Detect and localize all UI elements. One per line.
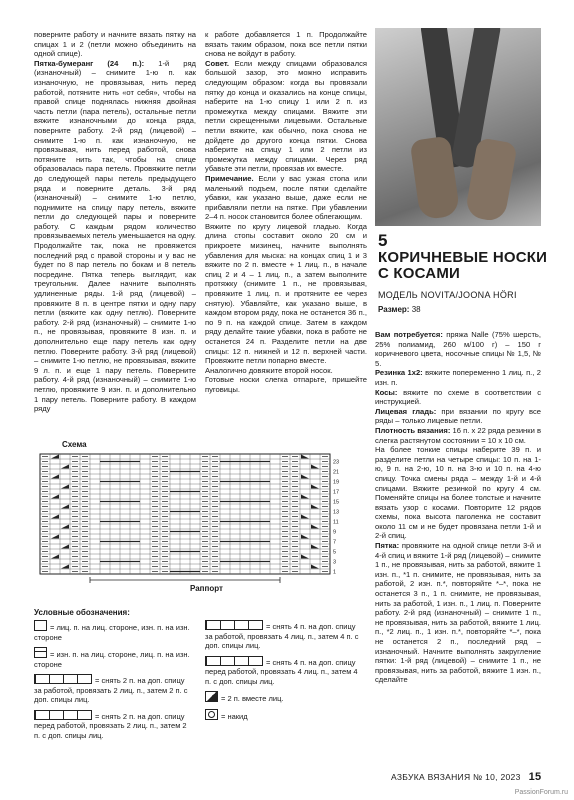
row-number: 15	[333, 499, 340, 506]
row-number: 11	[333, 519, 339, 526]
legend-item: = снять 2 п. на доп. спицу за работой, провязать 2 лиц. п., затем 2 п. с доп. спицы лиц.	[34, 676, 188, 704]
knitting-chart	[34, 450, 346, 590]
row-number: 7	[333, 539, 337, 546]
section-title: Пятка-бумеранг (24 п.):	[34, 58, 145, 68]
legend-item: = накид	[205, 709, 365, 722]
pattern-title: КОРИЧНЕВЫЕ НОСКИ С КОСАМИ	[378, 249, 548, 282]
text-column-3	[375, 330, 541, 685]
cable-symbol-icon	[34, 674, 92, 684]
paragraph: Вам потребуется: пряжа Nalle (75% шерсть, 25% полиамид, 260 м/100 г) – 150 г коричневого цвета, носочные спицы № 1,5, № 5.	[375, 330, 541, 368]
row-number: 21	[333, 469, 340, 476]
legend-right	[205, 620, 365, 726]
site-watermark: PassionForum.ru	[514, 789, 568, 796]
page-number: 15	[528, 771, 542, 783]
paragraph: поверните работу и начните вязать пятку на спицах 1 и 2 (петли можно объединить на одной спице).	[34, 30, 196, 59]
legend-item: = снять 4 п. на доп. спицу перед работой, провязать 4 лиц. п., затем 4 п. с доп. спицы лиц.	[205, 657, 358, 686]
paragraph: Плотность вязания: 16 п. x 22 ряда резинки в слегка растянутом состоянии = 10 x 10 см.	[375, 425, 541, 445]
legend-item: = лиц. п. на лиц. стороне, изн. п. на изн. стороне	[34, 620, 194, 642]
pattern-number: 5	[378, 231, 388, 250]
legend-item: = 2 п. вместе лиц.	[205, 691, 365, 704]
rapport-label: Раппорт	[190, 584, 223, 593]
paragraph: На более тонкие спицы наберите 39 п. и разделите петли на четыре спицы: 10 п. на 1-ю, 9 п. на 2-ю, 10 п. на 3-ю и 10 п. на 4-ю спицу. Точка смены ряда – между 1-й и 4-й спицами. Вяжите резинкой по кругу 4 см. Поменяйте спицы на более толстые и начните вязать узор с косами. Повторите 12 рядов схемы, пока высота паголенка не составит около 11 см и не будет провязана петли 1-й и 2-й спиц.	[375, 445, 541, 541]
pattern-size: Размер: 38	[378, 305, 421, 314]
row-number: 1	[333, 569, 337, 576]
row-number: 3	[333, 559, 337, 566]
sock-photo	[375, 28, 541, 226]
text-column-2	[205, 30, 367, 395]
k2tog-symbol-icon	[205, 691, 218, 702]
row-number: 5	[333, 549, 337, 556]
paragraph: Пятка: провяжите на одной спице петли 3-й и 4-й спиц и вяжите 1-й ряд (лицевой) – снимите 1 п., не провязывая, нить за работой, вяжите 1 изн. п., *1 п. снимите, не провязывая, нить за работой, 2 изн. п.*, повторяйте *–*, пока не останется 3 п., 1 п. снимите, не провязывая, нить за работой, 1 изн. п., 1 лиц. п. Поверните работу. 2-й ряд (изнаночный) – снимите 1 п., не провязывая, нить за работой, вяжите 1 лиц. п., *2 лиц. п., 1 изн. п.*, повторяйте *–*, пока не останется 2 п., последний ряд – изнаночный. Начните выполнять закругление пятки: 1-й ряд (лицевой) – снимите 1 п., не провязывая, нить за работой, вяжите 1 изн. п., сделайте	[375, 541, 541, 685]
legend-item: = снять 2 п. на доп. спицу перед работой, провязать 2 лиц. п., затем 2 п. с доп. спицы лиц.	[34, 711, 187, 740]
pattern-model: МОДЕЛЬ NOVITA/JOONA HÖRI	[378, 290, 517, 300]
row-number: 17	[333, 489, 340, 496]
legend-left	[34, 620, 194, 745]
yarn-over-symbol-icon	[205, 709, 218, 720]
page-footer: АЗБУКА ВЯЗАНИЯ № 10, 2023 15	[391, 771, 542, 783]
chart-title: Схема	[62, 440, 87, 449]
text-column-1	[34, 30, 196, 414]
paragraph: к работе добавляется 1 п. Продолжайте вязать таким образом, пока все петли пятки снова не войдут в работу.	[205, 30, 367, 59]
cable-symbol-icon	[205, 620, 263, 630]
paragraph: Резинка 1х2: вяжите попеременно 1 лиц. п., 2 изн. п.	[375, 368, 541, 387]
paragraph: Пятка-бумеранг (24 п.): 1-й ряд (изнаночный) – снимите 1-ю п. как изнаночную, не провязывая, нить перед работой, потяните нить «от себя», чтобы на правой спице поднялась нижняя двойная часть петли (пара петель), остальные петли вяжите изнаночными до конца ряда, поверните работу. 2-й ряд (лицевой) – снимите 1-ю п. как изнаночную, не провязывая, нить перед работой, снова потяните нить так, чтобы на спице образовалась пара петель. Провяжите петли до следующей пары петель предыдущего ряда и поверните деталь. 3-й ряд (изнаночный) – снимите 1-ю петлю, поднимите на спицу пару петель, вяжите петли до следующей пары и поверните работу. С каждым рядом количество провязываемых петель уменьшается на одну. Продолжайте так, пока не провяжется последний ряд с правой стороны и у вас не будет по 8 пар петель по бокам и 8 петель посредине. Пятка теперь выглядит, как треугольник. Далее начните выполнять удлиненные ряды. 1-й ряд (лицевой) – провяжите 8 п. в центре пятки и одну пару петли (вяжите как одну петлю). Поверните работу. 2-й ряд (изнаночный) – снимите 1-ю п., не провязывая, провяжите 8 изн. п. и дополнительно еще пару петель как одну петлю. Поверните работу. 3-й ряд (лицевой) – снимите 1-ю петлю, не провязывая, вяжите 9 л. п. и еще 1 пару петель. Поверните работу. 4-й ряд (изнаночный) – снимите 1-ю петлю, провяжите 9 изн. п. и дополнительно 1 пару петель. Поверните работу. В каждом ряду	[34, 58, 196, 414]
section-title: Косы:	[375, 387, 398, 397]
legend-title: Условные обозначения:	[34, 608, 130, 617]
purl-symbol-icon	[34, 647, 47, 658]
paragraph: Косы: вяжите по схеме в соответствии с инструкцией.	[375, 387, 541, 407]
knit-symbol-icon	[34, 620, 47, 631]
paragraph: Вяжите по кругу лицевой гладью. Когда длина стопы составит около 20 см и прикроете мизинец, начните выполнять убавления для мыска: на концах спиц 1 и 3 вяжите по 2 п. вместе + 1 лиц. п., в начале спиц 2 и 4 – 1 лиц. п., а затем выполните протяжку (снимите 1 п., не провязывая, провяжите 1 лиц. п. и протяните ее через снятую). Убавляйте, как указано выше, в каждом втором ряду, пока не останется 36 п., по 9 п. на каждой спице. Затем в каждом ряду делайте такие убавки, пока в работе не останется 24 п. Разделите петли на две спицы: 12 п. нижней и 12 п. верхней части. Провяжите петли попарно вместе.	[205, 221, 367, 366]
legend-item: = изн. п. на лиц. стороне, лиц. п. на изн. стороне	[34, 647, 194, 669]
section-title: Пятка:	[375, 541, 400, 551]
paragraph: Готовые носки слегка отпарьте, пришейте пуговицы.	[205, 375, 367, 394]
paragraph: Примечание. Если у вас узкая стопа или маленький подъем, после пятки сделайте убавки, как указано выше, даже если не прибавляли петли на пятке. При убавлении 2–4 п. носок становится более облегающим.	[205, 173, 367, 222]
row-number: 23	[333, 459, 340, 466]
section-title: Лицевая гладь:	[375, 406, 437, 416]
cable-symbol-icon	[205, 656, 263, 666]
section-title: Примечание.	[205, 173, 254, 183]
paragraph: Лицевая гладь: при вязании по кругу все ряды – только лицевые петли.	[375, 406, 541, 426]
paragraph: Аналогично довяжите второй носок.	[205, 365, 333, 375]
section-title: Вам потребуется:	[375, 330, 443, 339]
section-title: Резинка 1х2:	[375, 368, 423, 378]
cable-symbol-icon	[34, 710, 92, 720]
row-number: 9	[333, 529, 337, 536]
row-number: 13	[333, 509, 340, 516]
section-title: Совет.	[205, 58, 229, 68]
row-number: 19	[333, 479, 340, 486]
paragraph: Совет. Если между спицами образовался большой зазор, это можно исправить следующим образом: когда вы провязали пятку до конца и оказались на конце спицы, наберите на 1-ю спицу 1 или 2 п. из промежутка между спицами. Вяжите эти петли скрещенными лицевыми. Остальные петли вяжите, как обычно, пока снова не дойдете до другого конца пятки. Снова наберите на спицу 1 или 2 петли из промежутка между спицами. Через ряд убавьте эти петли, провязав их вместе.	[205, 58, 367, 174]
legend-item: = снять 4 п. на доп. спицу за работой, провязать 4 лиц. п., затем 4 п. с доп. спицы лиц.	[205, 622, 359, 650]
section-title: Плотность вязания:	[375, 425, 451, 435]
